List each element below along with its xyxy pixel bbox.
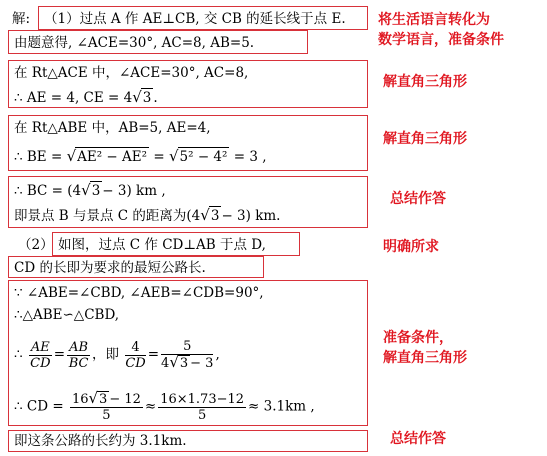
step2-prefix: ∴ BE = — [14, 149, 63, 165]
frac6-num: 16×1.73−12 — [160, 391, 245, 407]
proof-line-4 — [14, 391, 315, 423]
sqrt-icon: √ — [88, 389, 99, 407]
note-solve-2: 解直角三角形 — [383, 131, 467, 147]
part2-line-2: CD 的长即为要求的最短公路长. — [14, 260, 206, 276]
step3-radicand-1: 3 — [91, 183, 101, 199]
proof-line-3-therefore: ∴ — [14, 346, 23, 363]
frac4-den-b: − 3 — [190, 356, 214, 371]
frac1-den: CD — [30, 355, 51, 371]
note-prepare: 准备条件， 解直角三角形 — [383, 330, 467, 366]
step3-line-1-a: ∴ BC = (4 — [14, 183, 82, 199]
step3-line-2 — [14, 206, 280, 225]
eq-1: = — [53, 346, 66, 363]
frac6-den: 5 — [197, 407, 207, 423]
fraction-cd-approx — [158, 392, 246, 423]
step2-radicand-2: 5² − 4² — [179, 149, 228, 165]
frac4-den-rad: 3 — [179, 356, 189, 371]
frac5-den: 5 — [102, 408, 111, 423]
sqrt-icon: √ — [200, 206, 210, 224]
note-answer-1: 总结作答 — [390, 191, 446, 207]
sqrt-icon: √ — [132, 88, 142, 106]
intro-line-2: 由题意得, ∠ACE=30°, AC=8, AB=5. — [14, 35, 255, 51]
step2-line-1: 在 Rt△ABE 中，AB=5, AE=4, — [14, 120, 211, 136]
frac5-num — [70, 391, 143, 408]
proof-line-4-end: ≈ 3.1km , — [248, 398, 315, 415]
note-answer-2: 总结作答 — [390, 431, 446, 447]
eq-2: = — [147, 346, 160, 363]
note-solve-1: 解直角三角形 — [383, 74, 467, 90]
part2-line-1: 如图，过点 C 作 CD⊥AB 于点 D, — [58, 237, 266, 253]
proof-line-3 — [14, 339, 220, 371]
proof-line-3-namely: ，即 — [92, 346, 120, 363]
frac3-den: CD — [125, 355, 146, 371]
step3-line-2-a: 即景点 B 与景点 C 的距离为(4 — [14, 208, 201, 224]
step1-line-1: 在 Rt△ACE 中，∠ACE=30°, AC=8, — [14, 65, 249, 81]
sqrt-icon: √ — [81, 181, 91, 199]
note-condition: 将生活语言转化为 数学语言，准备条件 — [378, 12, 504, 48]
fraction-cd-exact — [70, 391, 143, 423]
step3-line-1-b: − 3) km , — [102, 183, 166, 199]
frac4-den — [161, 355, 213, 371]
step2-line-2 — [14, 147, 267, 166]
step2-radicand-1: AE² − AE² — [77, 149, 148, 165]
part2-label: （2） — [18, 237, 54, 253]
step1-radicand: 3 — [142, 90, 152, 106]
step3-line-1 — [14, 181, 166, 200]
proof-line-1: ∵ ∠ABE=∠CBD, ∠AEB=∠CDB=90°, — [14, 285, 264, 301]
frac4-den-a: 4 — [161, 356, 170, 371]
frac2-den: BC — [68, 355, 89, 371]
fraction-ab-bc — [67, 340, 90, 371]
proof-line-3-end: , — [215, 346, 220, 363]
sqrt-icon: √ — [168, 147, 179, 165]
fraction-4-cd — [125, 340, 145, 371]
step2-end: = 3 , — [233, 149, 267, 165]
solution-label: 解: — [12, 11, 31, 27]
frac5-num-a: 16 — [71, 392, 89, 407]
final-answer: 即这条公路的长约为 3.1km. — [14, 433, 187, 449]
proof-line-2: ∴△ABE∽△CBD, — [14, 307, 120, 323]
step1-line-2-text: ∴ AE = 4, CE = 4 — [14, 90, 133, 106]
frac5-num-rad: 3 — [99, 392, 108, 407]
frac1-num: AE — [30, 339, 50, 355]
step3-radicand-2: 3 — [210, 208, 220, 224]
approx-1: ≈ — [144, 398, 157, 415]
sqrt-icon: √ — [169, 353, 179, 371]
frac4-num: 5 — [161, 339, 213, 355]
frac5-num-b: − 12 — [109, 392, 141, 407]
note-goal: 明确所求 — [383, 239, 439, 255]
intro-line-1: （1）过点 A 作 AE⊥CB, 交 CB 的延长线于点 E. — [44, 11, 346, 27]
step3-line-2-b: − 3) km. — [221, 208, 281, 224]
fraction-5-over — [161, 339, 213, 371]
fraction-ae-cd — [29, 340, 52, 371]
step1-line-2: ∴ AE = 4, CE = 4√3 . — [14, 88, 158, 106]
frac3-num: 4 — [125, 340, 145, 356]
step2-eq: = — [153, 149, 165, 165]
proof-line-4-a: ∴ CD = — [14, 398, 64, 415]
sqrt-icon: √ — [66, 147, 77, 165]
frac2-num: AB — [69, 339, 89, 355]
